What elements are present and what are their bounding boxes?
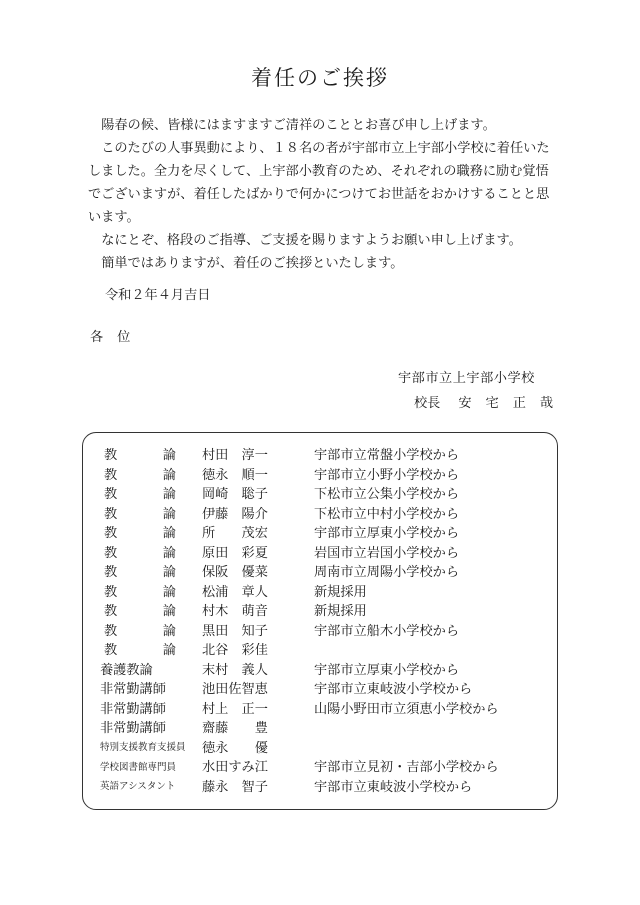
- staff-previous-school: 宇部市立常盤小学校から: [314, 448, 460, 464]
- staff-row: [100, 756, 540, 776]
- staff-row: [100, 581, 540, 601]
- staff-row: [100, 444, 540, 464]
- staff-position: 教論: [104, 604, 176, 620]
- staff-name: 藤永 智子: [202, 779, 268, 795]
- staff-row: [100, 600, 540, 620]
- staff-row: [100, 737, 540, 757]
- staff-previous-school: 宇部市立東岐波小学校から: [314, 682, 473, 698]
- staff-position: 教論: [104, 643, 176, 659]
- staff-position: 特別支援教育支援員: [100, 742, 186, 754]
- staff-previous-school: 周南市立周陽小学校から: [314, 565, 460, 581]
- staff-name: 村上 正一: [202, 701, 268, 717]
- staff-position: 教論: [104, 448, 176, 464]
- staff-previous-school: 宇部市立厚東小学校から: [314, 526, 460, 542]
- staff-list: [100, 444, 540, 795]
- staff-position: 非常勤講師: [100, 721, 166, 737]
- greeting-paragraph: このたびの人事異動により、１８名の者が宇部市立上宇部小学校に着任いたしました。全力を尽くして、上宇部小教育のため、それぞれの職務に励む覚悟でございますが、着任したばかりで何かにつけてお世話をおかけすることと思います。: [88, 141, 550, 225]
- staff-name: 村田 淳一: [202, 448, 268, 464]
- staff-previous-school: 下松市立中村小学校から: [314, 506, 460, 522]
- staff-previous-school: 新規採用: [314, 584, 367, 600]
- staff-name: 村木 萌音: [202, 604, 268, 620]
- letter-date: 令和２年４月吉日: [105, 288, 211, 303]
- staff-name: 徳永 順一: [202, 467, 268, 483]
- staff-row: [100, 503, 540, 523]
- greeting-paragraph: なにとぞ、格段のご指導、ご支援を賜りますようお願い申し上げます。: [101, 233, 522, 248]
- staff-name: 池田佐智恵: [202, 682, 268, 698]
- staff-row: [100, 678, 540, 698]
- staff-previous-school: 宇部市立船木小学校から: [314, 623, 460, 639]
- staff-position: 教論: [104, 565, 176, 581]
- staff-name: 岡崎 聡子: [202, 487, 268, 503]
- page-title: 着任のご挨拶: [251, 66, 389, 90]
- staff-previous-school: 宇部市立小野小学校から: [314, 467, 460, 483]
- staff-name: 保阪 優菜: [202, 565, 268, 581]
- staff-position: 教論: [104, 584, 176, 600]
- staff-position: 非常勤講師: [100, 682, 166, 698]
- staff-previous-school: 下松市立公集小学校から: [314, 487, 460, 503]
- staff-name: 伊藤 陽介: [202, 506, 268, 522]
- staff-previous-school: 山陽小野田市立須恵小学校から: [314, 701, 499, 717]
- staff-row: [100, 483, 540, 503]
- greeting-paragraph: 陽春の候、皆様にはますますご清祥のこととお喜び申し上げます。: [101, 118, 496, 133]
- staff-previous-school: 岩国市立岩国小学校から: [314, 545, 460, 561]
- staff-row: [100, 561, 540, 581]
- staff-row: [100, 542, 540, 562]
- staff-name: 北谷 彩佳: [202, 643, 268, 659]
- staff-name: 原田 彩夏: [202, 545, 268, 561]
- greeting-paragraph: 簡単ではありますが、着任のご挨拶といたします。: [101, 256, 404, 271]
- staff-position: 教論: [104, 623, 176, 639]
- staff-row: [100, 620, 540, 640]
- staff-row: [100, 522, 540, 542]
- staff-position: 教論: [104, 467, 176, 483]
- staff-name: 所 茂宏: [202, 526, 268, 542]
- staff-position: 教論: [104, 487, 176, 503]
- staff-row: [100, 659, 540, 679]
- staff-name: 黒田 知子: [202, 623, 268, 639]
- staff-position: 学校図書館専門員: [100, 761, 177, 773]
- staff-position: 教論: [104, 545, 176, 561]
- staff-previous-school: 宇部市立見初・吉部小学校から: [314, 760, 499, 776]
- staff-previous-school: 宇部市立厚東小学校から: [314, 662, 460, 678]
- staff-name: 松浦 章人: [202, 584, 268, 600]
- staff-position: 非常勤講師: [100, 701, 166, 717]
- school-name: 宇部市立上宇部小学校: [398, 371, 535, 386]
- staff-position: 英語アシスタント: [100, 781, 176, 793]
- staff-name: 徳永 優: [202, 740, 268, 756]
- staff-row: [100, 717, 540, 737]
- staff-name: 齋藤 豊: [202, 721, 268, 737]
- greeting-body: [88, 114, 558, 275]
- staff-position: 教論: [104, 506, 176, 522]
- principal-signature: [414, 392, 567, 411]
- staff-previous-school: 宇部市立東岐波小学校から: [314, 779, 473, 795]
- principal-title: 校長: [414, 396, 441, 411]
- staff-row: [100, 464, 540, 484]
- staff-name: 末村 義人: [202, 662, 268, 678]
- staff-row: [100, 776, 540, 796]
- staff-row: [100, 639, 540, 659]
- addressee: 各位: [90, 330, 145, 345]
- principal-name: 安宅正哉: [458, 396, 568, 411]
- staff-previous-school: 新規採用: [314, 604, 367, 620]
- staff-row: [100, 698, 540, 718]
- staff-name: 水田すみ江: [202, 760, 268, 776]
- staff-position: 教論: [104, 526, 176, 542]
- staff-position: 養護教論: [100, 662, 153, 678]
